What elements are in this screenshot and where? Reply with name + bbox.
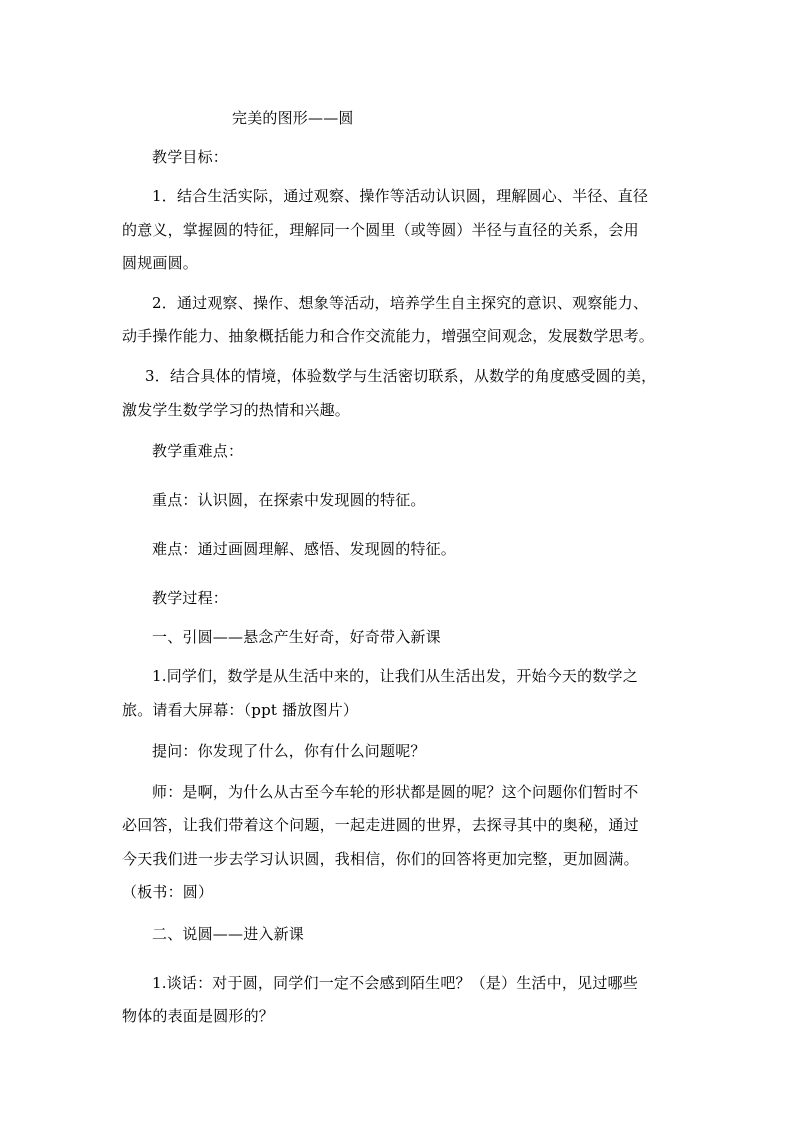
question-line: 提问：你发现了什么，你有什么问题呢？ [152, 742, 426, 760]
part-1-heading: 一、引圆——悬念产生好奇，好奇带入新课 [152, 628, 441, 646]
part-2-heading: 二、说圆——进入新课 [152, 925, 305, 943]
objective-3-line-2: 激发学生数学学习的热情和兴趣。 [122, 401, 351, 419]
part-1-paragraph-1-line-1: 1.同学们，数学是从生活中来的，让我们从生活出发，开始今天的数学之 [152, 667, 638, 685]
objective-1-line-1: 1．结合生活实际，通过观察、操作等活动认识圆，理解圆心、半径、直径 [152, 187, 649, 205]
objective-2-line-1: 2．通过观察、操作、想象等活动，培养学生自主探究的意识、观察能力、 [152, 294, 649, 312]
objective-1-line-3: 圆规画圆。 [122, 254, 199, 272]
teacher-paragraph-line-2: 必回答，让我们带着这个问题，一起走进圆的世界，去探寻其中的奥秘，通过 [122, 816, 639, 834]
objective-3-line-1: 3．结合具体的情境，体验数学与生活密切联系，从数学的角度感受圆的美， [145, 367, 657, 385]
key-point-line: 重点：认识圆，在探索中发现圆的特征。 [152, 491, 426, 509]
objective-2-line-2: 动手操作能力、抽象概括能力和合作交流能力，增强空间观念，发展数学思考。 [122, 327, 655, 345]
objective-1-line-2: 的意义，掌握圆的特征，理解同一个圆里（或等圆）半径与直径的关系，会用 [122, 221, 639, 239]
section-heading-process: 教学过程： [152, 589, 229, 607]
teacher-paragraph-line-3: 今天我们进一步去学习认识圆，我相信，你们的回答将更加完整，更加圆满。 [122, 850, 639, 868]
document-title: 完美的图形——圆 [232, 109, 354, 127]
part-2-paragraph-line-2: 物体的表面是圆形的？ [122, 1007, 275, 1025]
section-heading-objectives: 教学目标： [152, 148, 229, 166]
part-2-paragraph-line-1: 1.谈话：对于圆，同学们一定不会感到陌生吧？（是）生活中，见过哪些 [152, 974, 638, 992]
teacher-paragraph-line-4: （板书：圆） [122, 883, 214, 901]
teacher-paragraph-line-1: 师：是啊，为什么从古至今车轮的形状都是圆的呢？这个问题你们暂时不 [152, 783, 639, 801]
section-heading-key-points: 教学重难点： [152, 442, 244, 460]
part-1-paragraph-1-line-2: 旅。请看大屏幕：（ppt 播放图片） [122, 701, 359, 719]
difficult-point-line: 难点：通过画圆理解、感悟、发现圆的特征。 [152, 540, 457, 558]
